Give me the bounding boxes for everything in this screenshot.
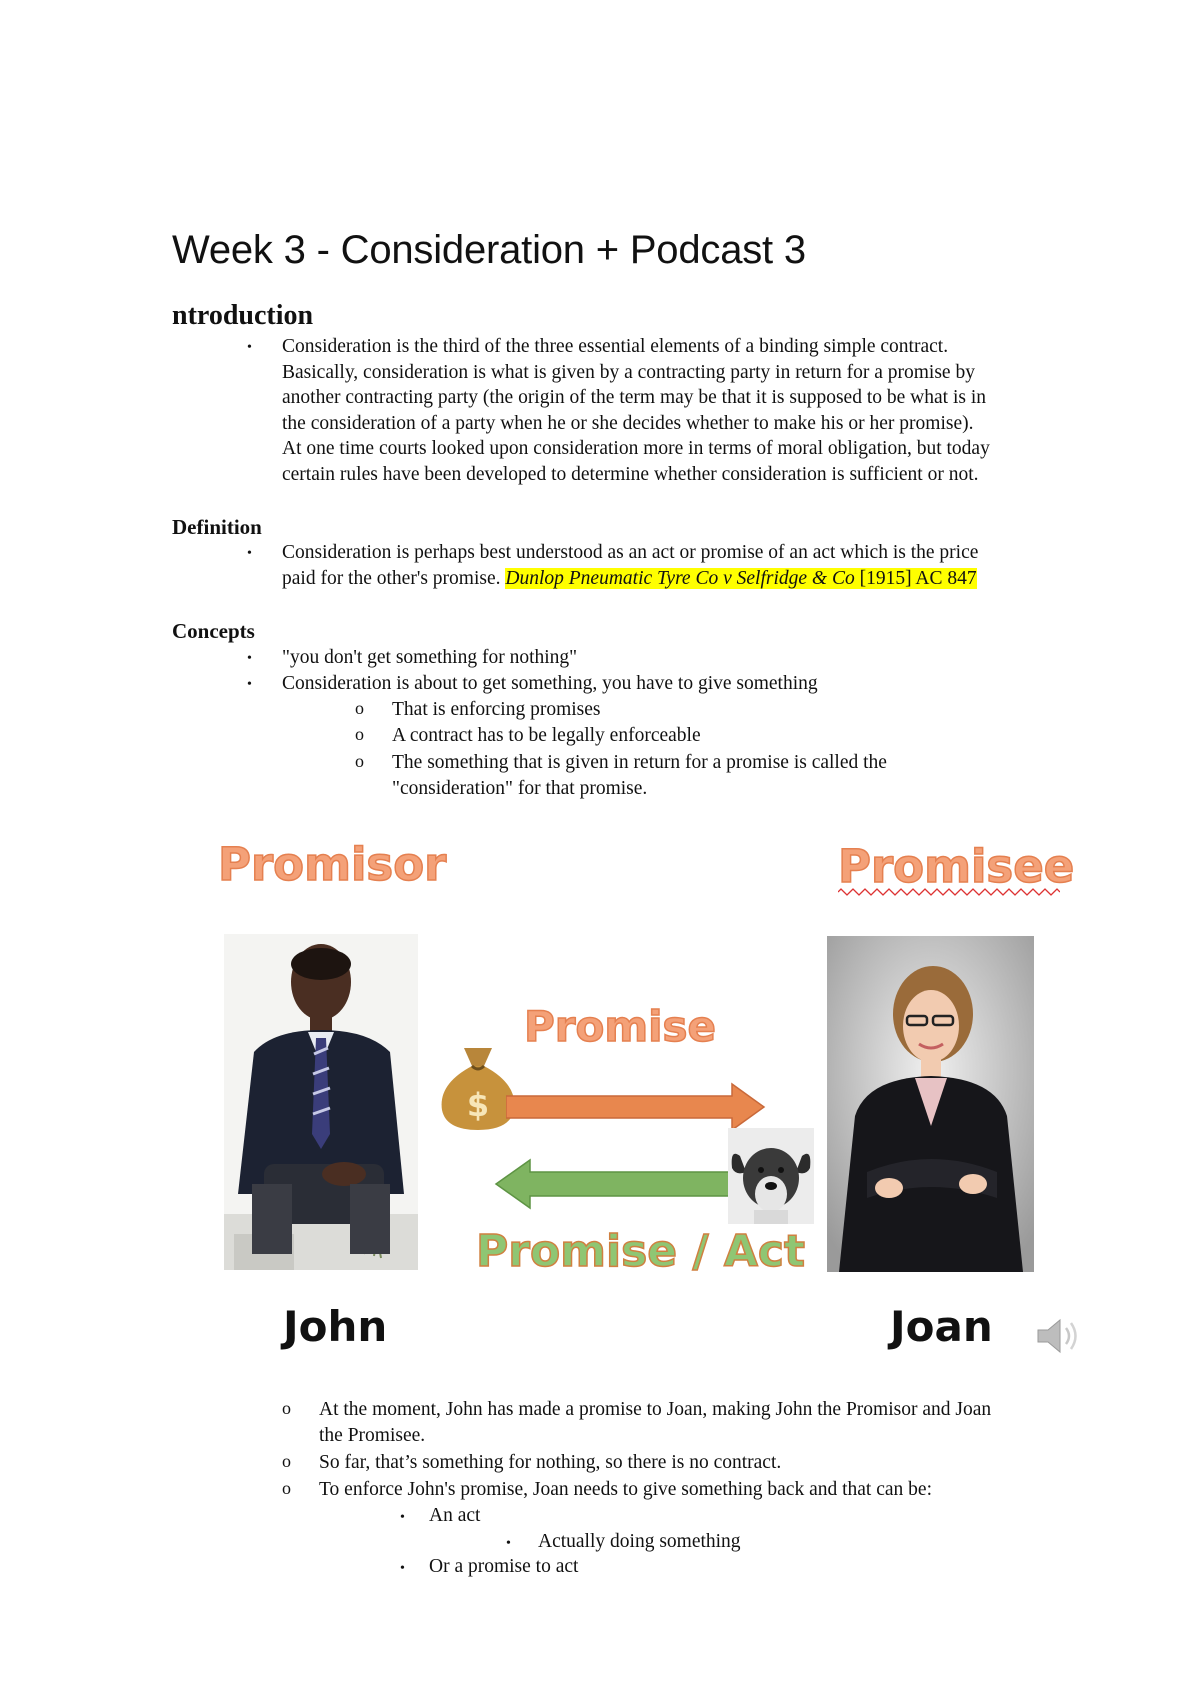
o-bullet-icon: o bbox=[282, 1478, 291, 1498]
definition-paragraph bbox=[282, 540, 1162, 591]
concept-sub-bullet: That is enforcing promises bbox=[392, 699, 601, 720]
explanation-item-continuation: the Promisee. bbox=[319, 1425, 426, 1446]
bullet-icon: • bbox=[506, 1536, 511, 1551]
consideration-option-detail: Actually doing something bbox=[538, 1531, 741, 1552]
text-line: Consideration is the third of the three essential elements of a binding simple contract. bbox=[282, 336, 949, 357]
definition-text: paid for the other's promise. bbox=[282, 567, 506, 589]
spellcheck-squiggle bbox=[838, 888, 1060, 896]
consideration-option: An act bbox=[429, 1505, 481, 1526]
text-line: Basically, consideration is what is given by a contracting party in return for a promise by bbox=[282, 361, 975, 383]
explanation-item: To enforce John's promise, Joan needs to give something back and that can be: bbox=[319, 1479, 932, 1500]
case-citation-highlight bbox=[505, 568, 976, 589]
o-bullet-icon: o bbox=[282, 1451, 291, 1471]
joan-photo bbox=[827, 936, 1034, 1272]
concepts-heading: Concepts bbox=[172, 619, 255, 643]
promise-arrow-label: Promise bbox=[524, 1002, 716, 1051]
bullet-icon: • bbox=[247, 677, 252, 692]
case-name: Dunlop Pneumatic Tyre Co v Selfridge & Co bbox=[505, 567, 855, 589]
bullet-icon: • bbox=[247, 546, 252, 561]
bullet-icon: • bbox=[247, 340, 252, 355]
speaker-icon[interactable] bbox=[1034, 1312, 1082, 1360]
concept-sub-bullet: The something that is given in return for a promise is called the bbox=[392, 752, 887, 773]
explanation-item: At the moment, John has made a promise to Joan, making John the Promisor and Joan bbox=[319, 1399, 992, 1420]
text-line: Consideration is perhaps best understood as an act or promise of an act which is the price bbox=[282, 542, 979, 563]
introduction-heading: ntroduction bbox=[172, 300, 314, 331]
consideration-option: Or a promise to act bbox=[429, 1556, 579, 1577]
o-bullet-icon: o bbox=[355, 724, 364, 744]
introduction-paragraph bbox=[282, 334, 1162, 487]
bullet-icon: • bbox=[247, 651, 252, 666]
concept-bullet: "you don't get something for nothing" bbox=[282, 647, 578, 668]
promise-act-label: Promise / Act bbox=[476, 1226, 806, 1277]
bullet-icon: • bbox=[400, 1510, 405, 1525]
o-bullet-icon: o bbox=[282, 1398, 291, 1418]
concept-sub-bullet: A contract has to be legally enforceable bbox=[392, 725, 701, 746]
promise-arrow-right bbox=[506, 1082, 768, 1132]
page-title: Week 3 - Consideration + Podcast 3 bbox=[172, 228, 806, 272]
concept-bullet: Consideration is about to get something, you have to give something bbox=[282, 673, 818, 694]
text-line bbox=[282, 566, 1162, 592]
text-line: certain rules have been developed to determine whether consideration is sufficient or not. bbox=[282, 463, 979, 485]
o-bullet-icon: o bbox=[355, 698, 364, 718]
definition-heading: Definition bbox=[172, 515, 262, 539]
john-photo bbox=[224, 934, 418, 1270]
john-name: John bbox=[283, 1302, 388, 1351]
case-citation: [1915] AC 847 bbox=[854, 567, 977, 589]
promise-act-arrow-left bbox=[494, 1158, 736, 1210]
bullet-icon: • bbox=[400, 1561, 405, 1576]
concept-sub-bullet-continuation: "consideration" for that promise. bbox=[392, 778, 648, 799]
text-line: another contracting party (the origin of the term may be that it is supposed to be what is in bbox=[282, 387, 986, 408]
o-bullet-icon: o bbox=[355, 751, 364, 771]
text-line: At one time courts looked upon consideration more in terms of moral obligation, but today bbox=[282, 438, 990, 459]
explanation-item: So far, that’s something for nothing, so there is no contract. bbox=[319, 1452, 782, 1473]
dog-photo bbox=[728, 1128, 814, 1224]
promisee-label: Promisee bbox=[838, 840, 1075, 893]
svg-text:$: $ bbox=[466, 1086, 490, 1124]
text-line: the consideration of a party when he or she decides whether to make his or her promise). bbox=[282, 412, 974, 434]
joan-name: Joan bbox=[890, 1302, 993, 1351]
promisor-label: Promisor bbox=[218, 838, 447, 891]
